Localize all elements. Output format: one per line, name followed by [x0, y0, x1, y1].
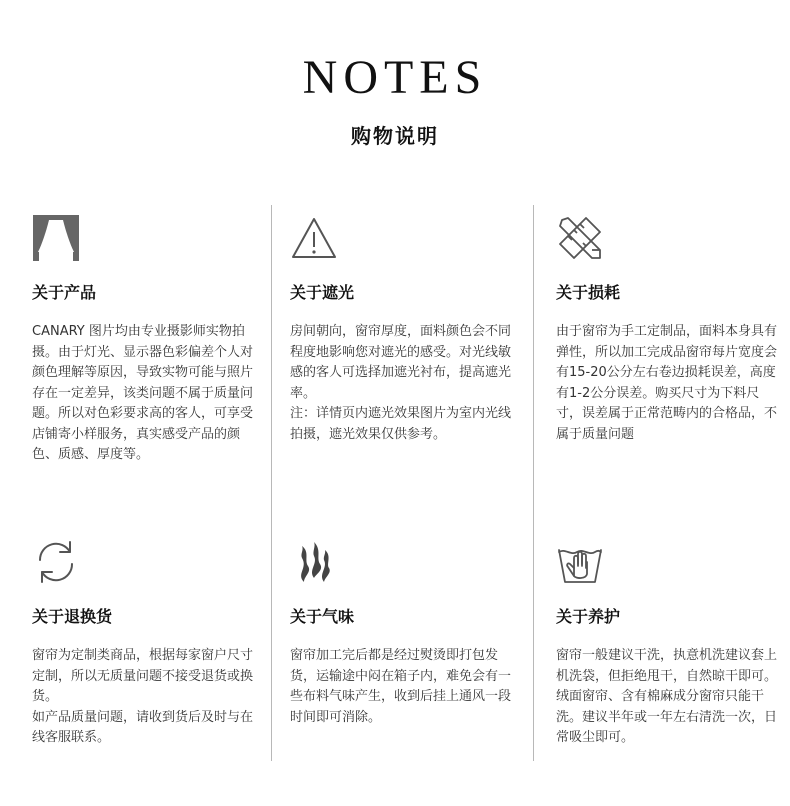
section-paragraph: 窗帘加工完后都是经过熨烫即打包发货，运输途中闷在箱子内，难免会有一些布料气味产生，收到后挂上通风一段时间即可消除。 [290, 648, 512, 725]
curtain-icon [32, 214, 80, 262]
section-heading: 关于养护 [556, 607, 621, 626]
ruler-pencil-icon [556, 214, 604, 262]
section-body [32, 646, 254, 749]
warning-icon [290, 214, 338, 262]
column-divider [271, 205, 272, 761]
section-heading: 关于气味 [290, 607, 355, 626]
section-heading: 关于遮光 [290, 283, 355, 302]
section-paragraph: 如产品质量问题，请收到货后及时与在线客服联系。 [32, 709, 254, 745]
section-body [556, 646, 778, 749]
section-paragraph: 窗帘一般建议干洗，执意机洗建议套上机洗袋，但拒绝甩干，自然晾干即可。绒面窗帘、含有棉麻成分窗帘只能干洗。建议半年或一年左右清洗一次，日常吸尘即可。 [556, 648, 778, 745]
hand-wash-icon [556, 538, 604, 586]
section-heading: 关于退换货 [32, 607, 113, 626]
page-title: NOTES [302, 51, 488, 104]
odor-icon [290, 538, 338, 586]
section-heading: 关于损耗 [556, 283, 621, 302]
refresh-icon [32, 538, 80, 586]
section-paragraph: 房间朝向，窗帘厚度，面料颜色会不同程度地影响您对遮光的感受。对光线敏感的客人可选择加遮光衬布，提高遮光率。 [290, 324, 512, 401]
section-paragraph: 注：详情页内遮光效果图片为室内光线拍摄，遮光效果仅供参考。 [290, 406, 512, 442]
section-body [290, 646, 512, 728]
section-body [556, 322, 778, 445]
column-divider [533, 205, 534, 761]
section-paragraph: 窗帘为定制类商品，根据每家窗户尺寸定制，所以无质量问题不接受退货或换货。 [32, 648, 254, 704]
section-body [290, 322, 512, 445]
page-subtitle: 购物说明 [351, 124, 439, 148]
section-body [32, 322, 254, 466]
section-heading: 关于产品 [32, 283, 97, 302]
section-paragraph: CANARY 图片均由专业摄影师实物拍摄。由于灯光、显示器色彩偏差个人对颜色理解等原因，导致实物可能与照片存在一定差异，该类问题不属于质量问题。所以对色彩要求高的客人，可享受店铺寄小样服务，真实感受产品的颜色、质感、厚度等。 [32, 324, 254, 462]
section-paragraph: 由于窗帘为手工定制品，面料本身具有弹性，所以加工完成品窗帘每片宽度会有15-20公分左右卷边损耗误差，高度有1-2公分误差。购买尺寸为下料尺寸，误差属于正常范畴内的合格品，不属于质量问题 [556, 324, 778, 442]
